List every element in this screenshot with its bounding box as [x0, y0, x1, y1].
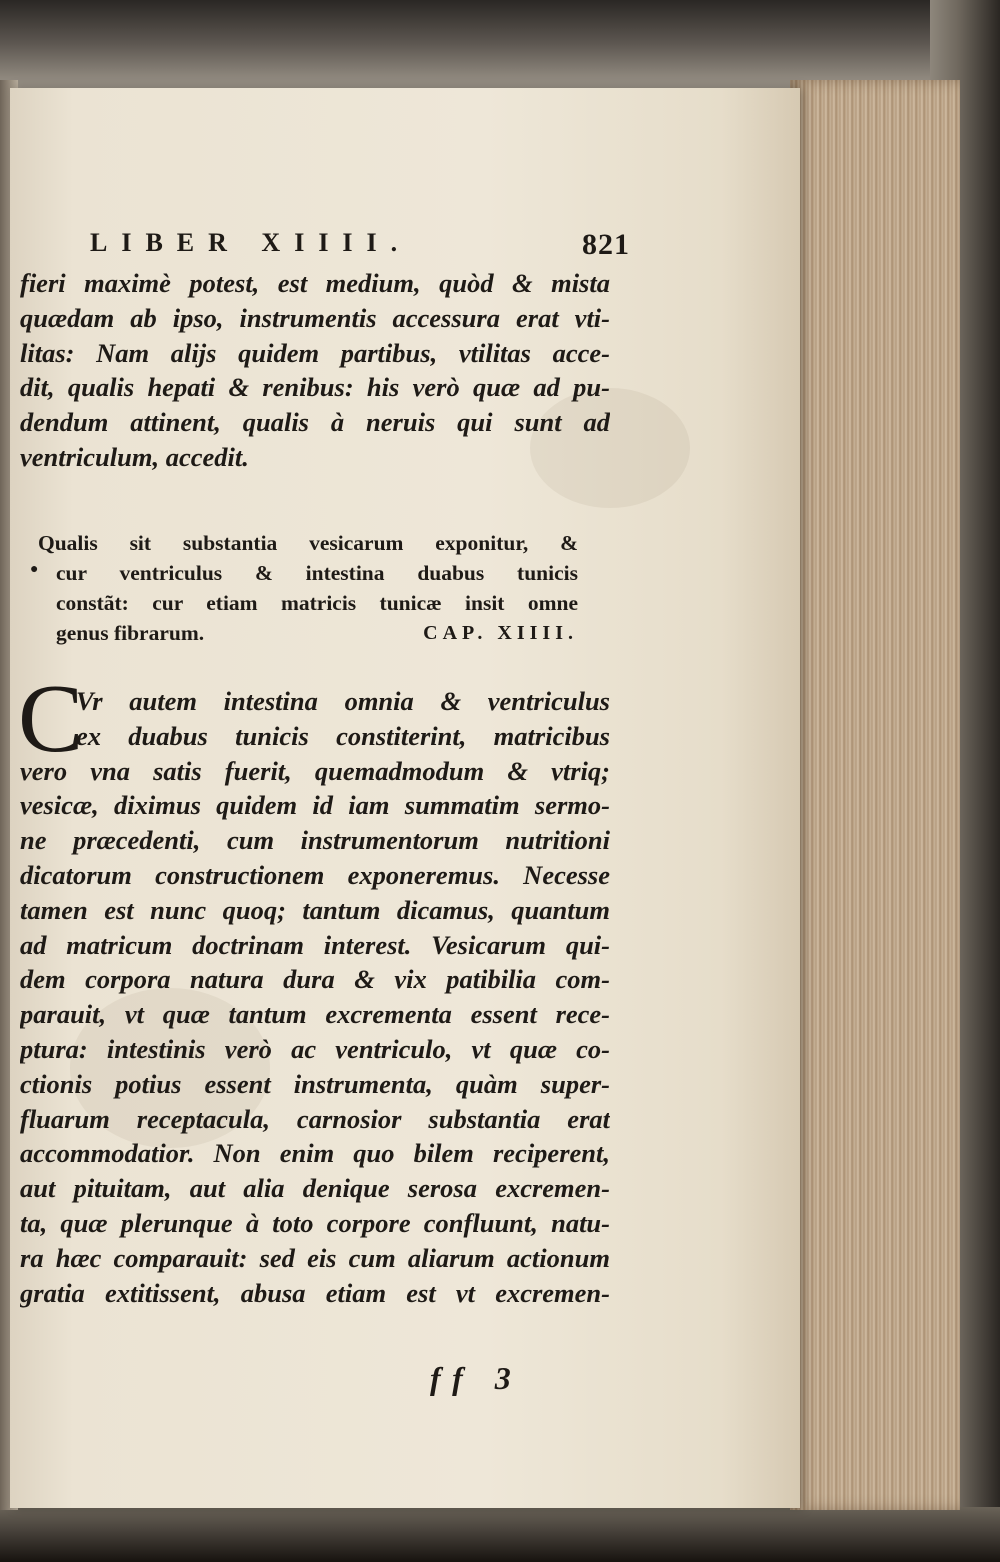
chapter-heading — [38, 528, 578, 648]
drop-cap: C — [18, 665, 84, 773]
text-line: ta, quæ plerunque à toto corpore confluunt, natu- — [20, 1207, 610, 1238]
text-line: litas: Nam alijs quidem partibus, vtilitas acce- — [20, 337, 610, 368]
heading-line: genus fibrarum. — [56, 621, 205, 645]
heading-line: Qualis sit substantia vesicarum exponitur, & — [38, 531, 578, 555]
text-line: ad matricum doctrinam interest. Vesicarum qui- — [20, 929, 610, 960]
margin-bullet: ● — [30, 562, 39, 577]
text-line: ne præcedenti, cum instrumentorum nutritioni — [20, 825, 610, 856]
heading-line: constãt: cur etiam matricis tunicæ insit omne — [56, 591, 578, 615]
running-head — [90, 228, 630, 268]
text-line: gratia extitissent, abusa etiam est vt excremen- — [20, 1277, 610, 1308]
text-line: fluarum receptacula, carnosior substantia erat — [20, 1103, 610, 1134]
heading-last-line — [38, 618, 578, 648]
text-line: vesicæ, diximus quidem id iam summatim sermo- — [20, 790, 610, 821]
text-line: tamen est nunc quoq; tantum dicamus, quantum — [20, 894, 610, 925]
text-line: dit, qualis hepati & renibus: his verò quæ ad pu- — [20, 372, 610, 403]
book-cover-bottom — [0, 1507, 1000, 1562]
signature-mark: ff 3 — [430, 1360, 523, 1396]
text-line: dendum attinent, qualis à neruis qui sunt ad — [20, 407, 610, 438]
chapter-paragraph — [20, 684, 610, 1310]
heading-line: cur ventriculus & intestina duabus tunicis — [56, 561, 578, 585]
text-line: vero vna satis fuerit, quemadmodum & vtriq; — [20, 755, 610, 786]
text-line: ra hæc comparauit: sed eis cum aliarum actionum — [20, 1242, 610, 1273]
continuation-paragraph — [20, 266, 610, 475]
text-line: Vr autem intestina omnia & ventriculus — [76, 686, 610, 716]
text-line: ptura: intestinis verò ac ventriculo, vt quæ co- — [20, 1033, 610, 1064]
text-line: accommodatior. Non enim quo bilem reciperent, — [20, 1138, 610, 1169]
text-line: fieri maximè potest, est medium, quòd & mista — [20, 268, 610, 298]
text-line: quædam ab ipso, instrumentis accessura erat vti- — [20, 302, 610, 333]
text-line: ex duabus tunicis constiterint, matricibus — [76, 720, 610, 751]
text-line: ventriculum, accedit. — [20, 441, 249, 472]
page-edges — [790, 80, 960, 1510]
page-number: 821 — [582, 228, 630, 261]
text-line: dicatorum constructionem exponeremus. Necesse — [20, 859, 610, 890]
book-page — [10, 88, 800, 1508]
text-line: aut pituitam, aut alia denique serosa excremen- — [20, 1173, 610, 1204]
text-line: ctionis potius essent instrumenta, quàm super- — [20, 1068, 610, 1099]
text-line: dem corpora natura dura & vix patibilia com- — [20, 964, 610, 995]
chapter-label: CAP. XIIII. — [423, 622, 578, 644]
running-title: LIBER XIIII. — [90, 228, 412, 257]
text-line: parauit, vt quæ tantum excrementa essent rece- — [20, 999, 610, 1030]
